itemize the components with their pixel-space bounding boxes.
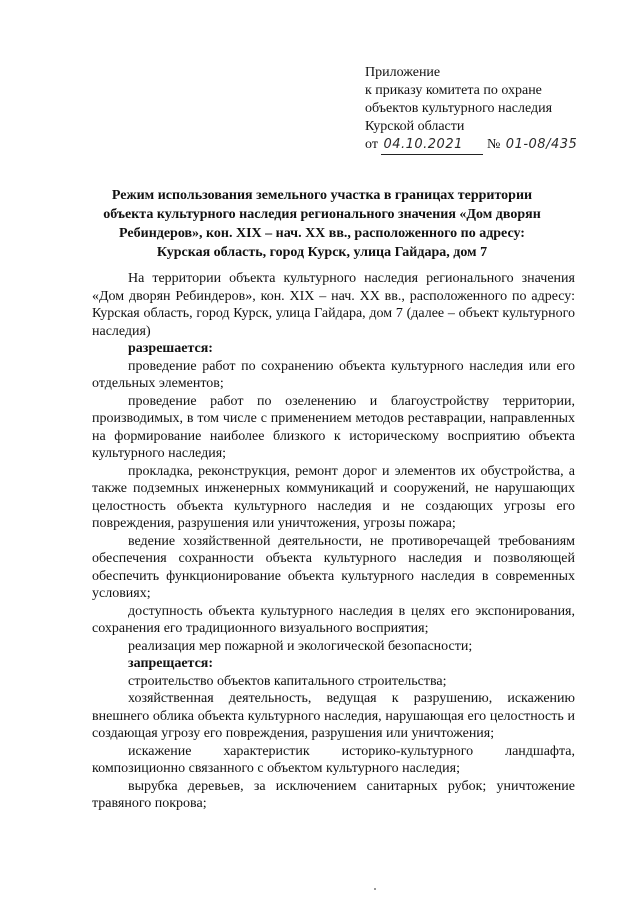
date-value: 04.10.2021 — [383, 137, 463, 152]
page-dot — [374, 888, 376, 890]
title-line-4: Курская область, город Курск, улица Гайдара, дом 7 — [156, 245, 488, 260]
allowed-heading: разрешается: — [128, 341, 213, 356]
allowed-item: реализация мер пожарной и экологической безопасности; — [128, 638, 473, 654]
document-title — [92, 186, 552, 262]
forbidden-item: искажение характеристик историко-культурного ландшафта, композиционно связанного с объектом культурного наследия; — [92, 743, 575, 776]
number-value: 01-08/435 — [505, 137, 578, 152]
appendix-date-line — [365, 136, 615, 155]
allowed-item: проведение работ по озеленению и благоустройству территории, производимых, в том числе с применением методов реставрации, направленных на формирование наиболее близкого к историческому восприятию объекта культурного наследия; — [92, 393, 575, 461]
number-prefix: № — [486, 137, 501, 152]
allowed-item: доступность объекта культурного наследия в целях его экспонирования, сохранения его традиционного визуального восприятия; — [92, 603, 575, 636]
appendix-line-3: объектов культурного наследия — [365, 101, 553, 116]
appendix-line-2: к приказу комитета по охране — [365, 83, 542, 98]
forbidden-item: строительство объектов капитального строительства; — [128, 673, 447, 689]
forbidden-heading: запрещается: — [128, 656, 214, 671]
appendix-block — [365, 64, 615, 155]
title-line-1: Режим использования земельного участка в границах территории — [111, 188, 533, 203]
title-line-3: Ребиндеров», кон. XIX – нач. XX вв., расположенного по адресу: — [119, 226, 525, 241]
appendix-line-4: Курской области — [365, 119, 465, 134]
appendix-line-1: Приложение — [365, 65, 441, 80]
forbidden-item: вырубка деревьев, за исключением санитарных рубок; уничтожение травяного покрова; — [92, 778, 575, 811]
document-body — [92, 270, 575, 813]
title-line-2: объекта культурного наследия регионального значения «Дом дворян — [103, 207, 541, 222]
intro-paragraph: На территории объекта культурного наследия регионального значения «Дом дворян Ребиндеров», кон. XIX – нач. XX вв., расположенного по адресу: Курская область, город Курск, улица Гайдара, дом 7 (далее – объект культурного наследия) — [92, 271, 575, 339]
allowed-item: ведение хозяйственной деятельности, не противоречащей требованиям обеспечения сохранности объекта культурного наследия и позволяющей обеспечить функционирование объекта культурного наследия в современных условиях; — [92, 533, 575, 601]
allowed-item: проведение работ по сохранению объекта культурного наследия или его отдельных элементов; — [92, 358, 575, 391]
allowed-item: прокладка, реконструкция, ремонт дорог и элементов их обустройства, а также подземных инженерных коммуникаций и сооружений, не нарушающих целостность объекта культурного наследия и не создающих угрозы его повреждения, разрушения или уничтожения, угрозы пожара; — [92, 463, 575, 531]
forbidden-item: хозяйственная деятельность, ведущая к разрушению, искажению внешнего облика объекта культурного наследия, нарушающая его целостность и создающая угрозу его повреждения, разрушения или уничтожения; — [92, 691, 575, 741]
date-prefix: от — [365, 137, 378, 152]
